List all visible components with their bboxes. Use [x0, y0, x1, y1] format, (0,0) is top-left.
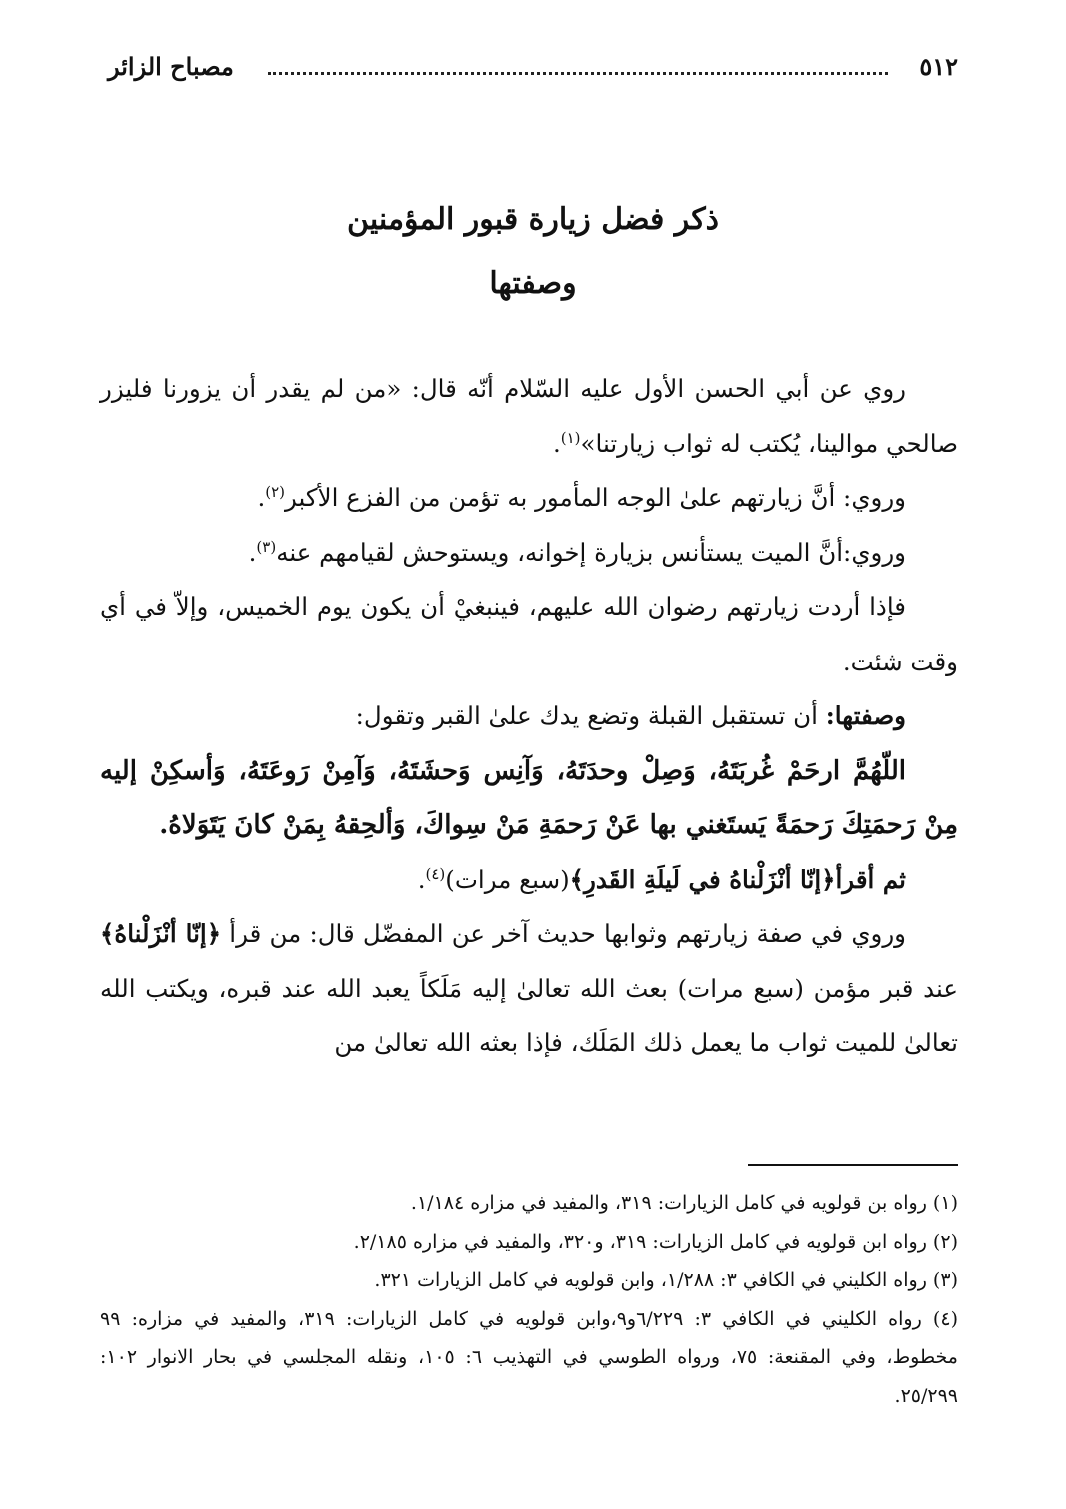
description-label: وصفتها: — [825, 701, 906, 730]
paragraph-text: وروي:أنَّ الميت يستأنس بزيارة إخوانه، ويستوحش لقيامهم عنه — [276, 537, 906, 567]
header-dot-leader — [268, 72, 888, 75]
paragraph — [100, 689, 958, 744]
quran-verse: ﴿إنّا أنْزَلْناهُ في لَيلَةِ القَدرِ﴾ — [569, 864, 836, 894]
footnotes — [100, 1184, 958, 1415]
paragraph: ثم أقرأ﴿إنّا أنْزَلْناهُ في لَيلَةِ القَدرِ﴾(سبع مرات)$^{(٤)}$. — [417, 864, 906, 894]
footnote-ref: (٢) — [265, 482, 286, 501]
footnote-ref: (٣) — [256, 537, 277, 556]
paragraph: فإذا أردت زيارتهم رضوان الله عليهم، فينبغيْ أن يكون يوم الخميس، وإلاّ في أي وقت شئت. — [100, 592, 958, 676]
page-number: ٥١٢ — [919, 52, 958, 81]
paragraph-text: ثم أقرأ — [835, 864, 906, 894]
paragraph-text: عند قبر مؤمن (سبع مرات) بعث الله تعالىٰ إليه مَلَكاً يعبد الله عند قبره، ويكتب الله تعالىٰ للميت ثواب ما يعمل ذلك المَلَك، فإذا بعثه الله تعالىٰ من — [100, 973, 958, 1057]
prayer-text: اللّهُمَّ ارحَمْ غُربَتَهُ، وَصِلْ وحدَتَهُ، وَآنِس وَحشَتَهُ، وَآمِنْ رَوعَتَهُ، وَأسكِنْ إليه مِنْ رَحمَتِكَ رَحمَةً يَستَغني بها عَنْ رَحمَةِ مَنْ سِواكَ، وَألحِقهُ بِمَنْ كانَ يَتَوَلاهُ. — [100, 755, 958, 840]
footnote-divider — [748, 1164, 958, 1166]
quran-verse: ﴿إنّا أنْزَلْناهُ﴾ — [100, 919, 222, 948]
section-title — [0, 188, 1066, 316]
footnote: (٢) رواه ابن قولويه في كامل الزيارات: ٣١٩، و٣٢٠، والمفيد في مزاره ٢/١٨٥. — [353, 1230, 958, 1253]
footnote-ref: (١) — [560, 428, 581, 447]
page-header — [108, 52, 958, 92]
body-text — [100, 362, 958, 1071]
footnote: (٤) رواه الكليني في الكافي ٣: ٦/٢٢٩و٩،وابن قولويه في كامل الزيارات: ٣١٩، والمفيد في مزاره: ٩٩ مخطوط، وفي المقنعة: ٧٥، ورواه الطوسي في التهذيب ٦: ١٠٥، ونقله المجلسي في بحار الانوار ١٠٢: ٢٥/٢٩٩. — [100, 1307, 958, 1407]
paragraph-text: وروي: أنَّ زيارتهم علىٰ الوجه المأمور به تؤمن من الفزع الأكبر — [285, 483, 906, 512]
paragraph-text: أن تستقبل القبلة وتضع يدك علىٰ القبر وتقول: — [355, 701, 818, 730]
section-title-line-2: وصفتها — [489, 266, 577, 301]
paragraph — [100, 907, 958, 1071]
paragraph: روي عن أبي الحسن الأول عليه السّلام أنّه قال: «من لم يقدر أن يزورنا فليزر صالحي موالينا، يُكتب له ثواب زيارتنا»$^{(١)}$. — [100, 374, 958, 458]
running-title: مصباح الزائر — [108, 52, 234, 81]
footnote-ref: (٤) — [425, 864, 446, 883]
paragraph-text: (سبع مرات) — [445, 864, 570, 894]
paragraph-text: وروي في صفة زيارتهم وثوابها حديث آخر عن المفضّل قال: من قرأ — [229, 919, 907, 948]
paragraph: وروي:أنَّ الميت يستأنس بزيارة إخوانه، ويستوحش لقيامهم عنه$^{(٣)}$. — [248, 537, 906, 567]
footnote: (٣) رواه الكليني في الكافي ٣: ١/٢٨٨، وابن قولويه في كامل الزيارات ٣٢١. — [374, 1269, 958, 1291]
section-title-line-1: ذكر فضل زيارة قبور المؤمنين — [347, 202, 719, 237]
paragraph-text: روي عن أبي الحسن الأول عليه السّلام أنّه قال: «من لم يقدر أن يزورنا فليزر صالحي موالينا، يُكتب له ثواب زيارتنا» — [100, 374, 958, 458]
footnote: (١) رواه بن قولويه في كامل الزيارات: ٣١٩، والمفيد في مزاره ١/١٨٤. — [410, 1192, 958, 1214]
paragraph: وروي: أنَّ زيارتهم علىٰ الوجه المأمور به تؤمن من الفزع الأكبر$^{(٢)}$. — [257, 482, 906, 512]
